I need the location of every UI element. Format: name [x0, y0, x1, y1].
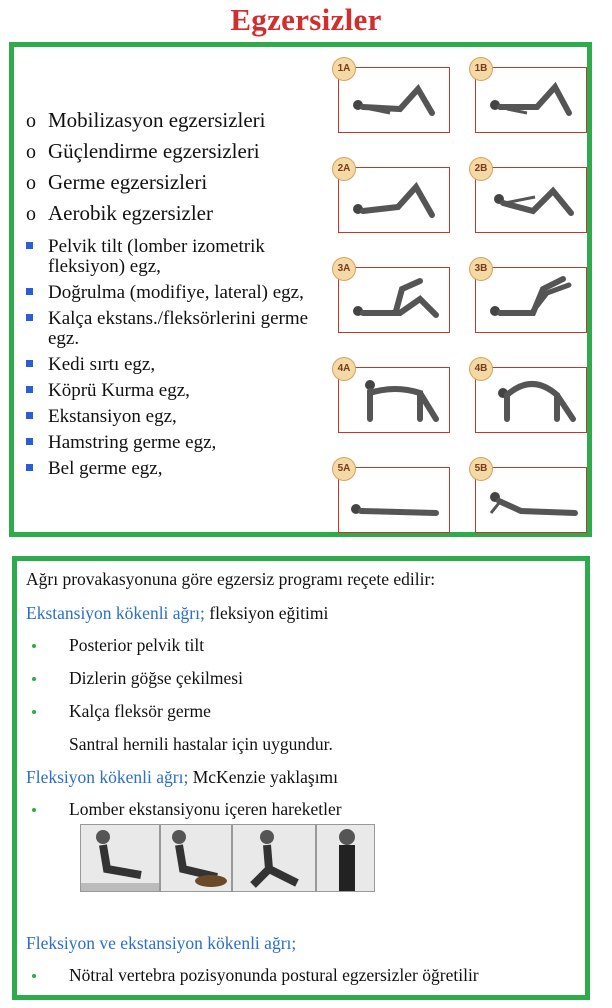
- photo: [160, 824, 232, 892]
- photo: [80, 824, 160, 892]
- curl-up-icon: [477, 169, 587, 233]
- illustration-4b: 4B: [469, 357, 589, 435]
- illustration-5a: 5A: [332, 457, 452, 535]
- prone-extension-icon: [477, 469, 587, 533]
- exercise-photo-icon: [317, 825, 375, 892]
- photo: [232, 824, 316, 892]
- knee-to-chest-icon: [340, 269, 450, 333]
- program-intro: Ağrı provakasyonuna göre egzersiz programı reçete edilir:: [26, 569, 436, 589]
- extension-heading: Ekstansiyon kökenli ağrı; fleksiyon eğitimi: [26, 603, 329, 623]
- illustration-1b: 1B: [469, 57, 589, 135]
- illustration-5b: 5B: [469, 457, 589, 535]
- list-item: Hamstring germe egz,: [26, 433, 326, 453]
- bullet-dot: [32, 808, 36, 812]
- pelvic-tilt-icon: [477, 69, 587, 133]
- exercise-types-list: [26, 105, 266, 229]
- illustration-3b: 3B: [469, 257, 589, 335]
- both-heading: Fleksiyon ve ekstansiyon kökenli ağrı;: [26, 933, 297, 953]
- list-item: Kalça ekstans./fleksörlerini germe egz.: [26, 309, 326, 349]
- list-item: Dizlerin göğse çekilmesi: [69, 668, 243, 688]
- exercise-photo-icon: [233, 825, 316, 892]
- illustration-3a: 3A: [332, 257, 452, 335]
- illustration-2b: 2B: [469, 157, 589, 235]
- list-item: Bel germe egz,: [26, 459, 326, 479]
- list-item: o Germe egzersizleri: [26, 170, 208, 194]
- bullet-dot: [32, 710, 36, 714]
- flexion-heading: Fleksiyon kökenli ağrı; McKenzie yaklaşımı: [26, 767, 339, 787]
- list-item: Pelvik tilt (lomber izometrik fleksiyon) egz,: [26, 237, 326, 277]
- illustration-4a: 4A: [332, 357, 452, 435]
- list-item: Doğrulma (modifiye, lateral) egz,: [26, 283, 326, 303]
- extension-note: Santral hernili hastalar için uygundur.: [69, 734, 333, 754]
- bullet-dot: [32, 644, 36, 648]
- list-item: Ekstansiyon egz,: [26, 407, 326, 427]
- supine-figure-icon: [340, 169, 450, 233]
- photo: [316, 824, 375, 892]
- exercise-list: [26, 237, 326, 485]
- exercises-panel: [9, 42, 592, 537]
- cat-arch-icon: [477, 369, 587, 433]
- list-item: Köprü Kurma egz,: [26, 381, 326, 401]
- exercise-photo-icon: [161, 825, 232, 892]
- list-item: o Güçlendirme egzersizleri: [26, 139, 260, 163]
- illustration-2a: 2A: [332, 157, 452, 235]
- prone-figure-icon: [340, 469, 450, 533]
- program-panel: [12, 556, 590, 1000]
- cat-pose-icon: [340, 369, 450, 433]
- list-item: o Aerobik egzersizler: [26, 201, 213, 225]
- supine-figure-icon: [340, 69, 450, 133]
- double-knee-to-chest-icon: [477, 269, 587, 333]
- mckenzie-photos: [80, 824, 375, 892]
- list-item: o Mobilizasyon egzersizleri: [26, 108, 266, 132]
- bullet-dot: [32, 677, 36, 681]
- exercise-photo-icon: [81, 825, 160, 892]
- bullet-dot: [32, 974, 36, 978]
- illustration-1a: 1A: [332, 57, 452, 135]
- list-item: Lomber ekstansiyonu içeren hareketler: [69, 799, 342, 819]
- page-title: Egzersizler: [230, 2, 382, 37]
- list-item: Posterior pelvik tilt: [69, 635, 205, 655]
- list-item: Kalça fleksör germe: [69, 701, 211, 721]
- list-item: Nötral vertebra pozisyonunda postural egzersizler öğretilir: [69, 965, 479, 985]
- list-item: Kedi sırtı egz,: [26, 355, 326, 375]
